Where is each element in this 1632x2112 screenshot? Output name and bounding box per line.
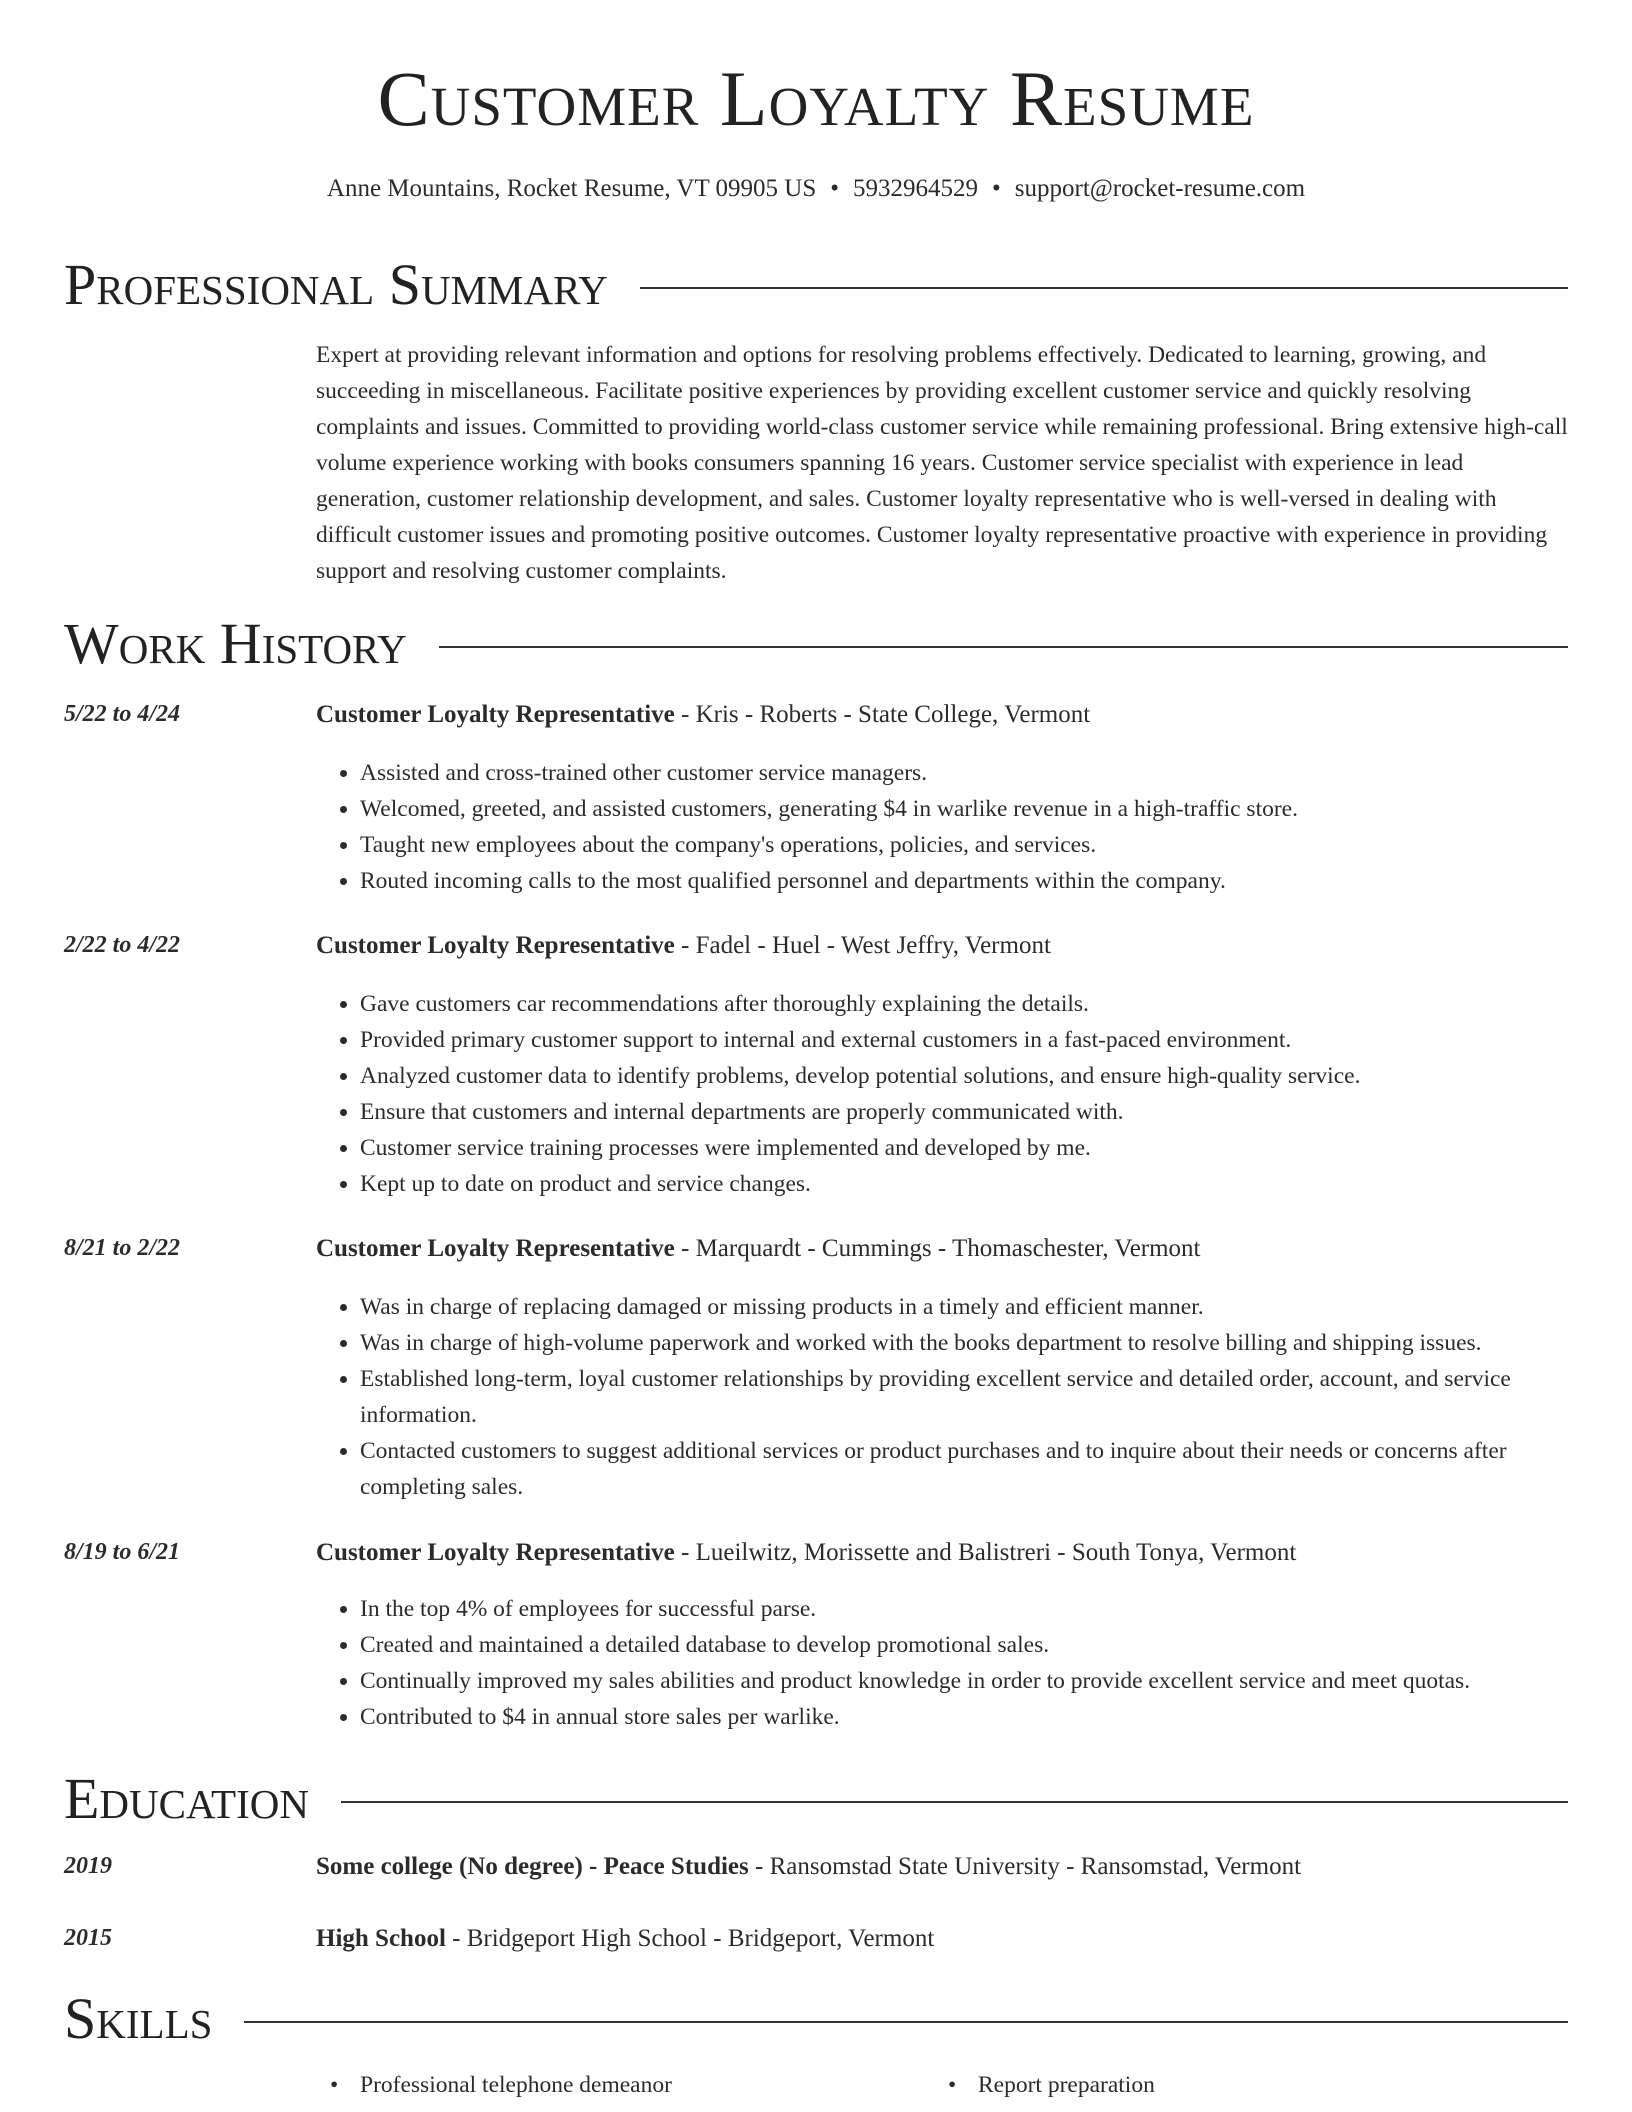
job-bullet: • Welcomed, greeted, and assisted customers, generating $4 in warlike revenue in a high-traffic store. xyxy=(360,791,1600,827)
job-title: Customer Loyalty Representative xyxy=(316,701,675,728)
contact-email: support@rocket-resume.com xyxy=(1014,175,1306,202)
job-bullet: • Was in charge of replacing damaged or missing products in a timely and efficient manner. xyxy=(360,1289,1600,1325)
job-bullet: • Continually improved my sales abilities and product knowledge in order to provide excellent service and meet quotas. xyxy=(360,1663,1600,1699)
job-dates: 8/21 to 2/22 xyxy=(64,1235,181,1261)
job-dates: 2/22 to 4/22 xyxy=(64,932,181,958)
section-header-skills xyxy=(64,1984,1568,2054)
job-heading xyxy=(316,1235,1568,1263)
job-bullet: • Taught new employees about the company's operations, policies, and services. xyxy=(360,827,1600,863)
job-bullet: • Contacted customers to suggest additional services or product purchases and to inquire about their needs or concerns after completing sales. xyxy=(360,1433,1600,1505)
section-title-work-history: Work History xyxy=(64,611,407,676)
section-divider xyxy=(244,2021,1568,2023)
job-heading xyxy=(316,1539,1568,1567)
education-year: 2019 xyxy=(64,1853,112,1879)
education-details: - Ransomstad State University - Ransomstad, Vermont xyxy=(748,1853,1302,1880)
job-bullet: • Routed incoming calls to the most qualified personnel and departments within the company. xyxy=(360,863,1600,899)
job-dates: 5/22 to 4/24 xyxy=(64,701,181,727)
contact-phone: 5932964529 xyxy=(853,175,979,202)
education-heading xyxy=(316,1853,1568,1881)
job-bullets xyxy=(316,1591,1600,1735)
section-header-summary xyxy=(64,250,1568,320)
summary-text: Expert at providing relevant information and options for resolving problems effectively. Dedicated to learning, growing, and succeeding in miscellaneous. Facilitate positive experiences by providing excellent customer service and quickly resolving complaints and issues. Committed to providing world-class customer service while remaining professional. Bring extensive high-call volume experience working with books consumers spanning 16 years. Customer service specialist with experience in lead generation, customer relationship development, and sales. Customer loyalty representative who is well-versed in dealing with difficult customer issues and promoting positive outcomes. Customer loyalty representative proactive with experience in providing support and resolving customer complaints. xyxy=(316,342,1568,584)
job-bullet: • Created and maintained a detailed database to develop promotional sales. xyxy=(360,1627,1600,1663)
job-bullet: • Customer service training processes were implemented and developed by me. xyxy=(360,1130,1600,1166)
job-bullet: • Analyzed customer data to identify problems, develop potential solutions, and ensure high-quality service. xyxy=(360,1058,1600,1094)
job-details: - Fadel - Huel - West Jeffry, Vermont xyxy=(674,932,1051,959)
resume-title: Customer Loyalty Resume xyxy=(377,55,1255,142)
contact-line xyxy=(0,175,1632,203)
job-bullet: • Contributed to $4 in annual store sales per warlike. xyxy=(360,1699,1600,1735)
job-heading xyxy=(316,932,1568,960)
job-dates: 8/19 to 6/21 xyxy=(64,1539,181,1565)
job-bullet: • Established long-term, loyal customer relationships by providing excellent service and detailed order, account, and service information. xyxy=(360,1361,1600,1433)
section-divider xyxy=(341,1801,1568,1803)
section-header-education xyxy=(64,1764,1568,1834)
section-divider xyxy=(439,646,1568,648)
job-bullet: • Ensure that customers and internal departments are properly communicated with. xyxy=(360,1094,1600,1130)
job-details: - Marquardt - Cummings - Thomaschester, Vermont xyxy=(674,1235,1201,1262)
section-title-skills: Skills xyxy=(64,1986,213,2051)
section-title-education: Education xyxy=(64,1766,309,1831)
job-bullets xyxy=(316,755,1600,899)
job-details: - Lueilwitz, Morissette and Balistreri - South Tonya, Vermont xyxy=(674,1539,1297,1566)
education-details: - Bridgeport High School - Bridgeport, Vermont xyxy=(445,1925,935,1952)
job-bullet: • Kept up to date on product and service changes. xyxy=(360,1166,1600,1202)
contact-separator: • xyxy=(830,175,840,202)
job-heading xyxy=(316,701,1568,729)
skill-item: • Report preparation xyxy=(934,2072,1155,2099)
job-bullets xyxy=(316,1289,1600,1505)
education-year: 2015 xyxy=(64,1925,112,1951)
job-bullet: • In the top 4% of employees for successful parse. xyxy=(360,1591,1600,1627)
contact-address: Anne Mountains, Rocket Resume, VT 09905 US xyxy=(326,175,817,202)
job-title: Customer Loyalty Representative xyxy=(316,1235,675,1262)
job-bullets xyxy=(316,986,1600,1202)
job-details: - Kris - Roberts - State College, Vermont xyxy=(674,701,1091,728)
skill-item: • Professional telephone demeanor xyxy=(316,2072,672,2099)
education-degree: Some college (No degree) - Peace Studies xyxy=(316,1853,749,1880)
job-bullet: • Was in charge of high-volume paperwork and worked with the books department to resolve billing and shipping issues. xyxy=(360,1325,1600,1361)
job-title: Customer Loyalty Representative xyxy=(316,932,675,959)
section-divider xyxy=(640,287,1568,289)
section-header-work-history xyxy=(64,609,1568,679)
job-bullet: • Gave customers car recommendations after thoroughly explaining the details. xyxy=(360,986,1600,1022)
job-bullet: • Assisted and cross-trained other customer service managers. xyxy=(360,755,1600,791)
job-title: Customer Loyalty Representative xyxy=(316,1539,675,1566)
education-degree: High School xyxy=(316,1925,446,1952)
job-bullet: • Provided primary customer support to internal and external customers in a fast-paced environment. xyxy=(360,1022,1600,1058)
contact-separator: • xyxy=(992,175,1001,202)
section-title-summary: Professional Summary xyxy=(64,252,608,317)
education-heading xyxy=(316,1925,1568,1953)
